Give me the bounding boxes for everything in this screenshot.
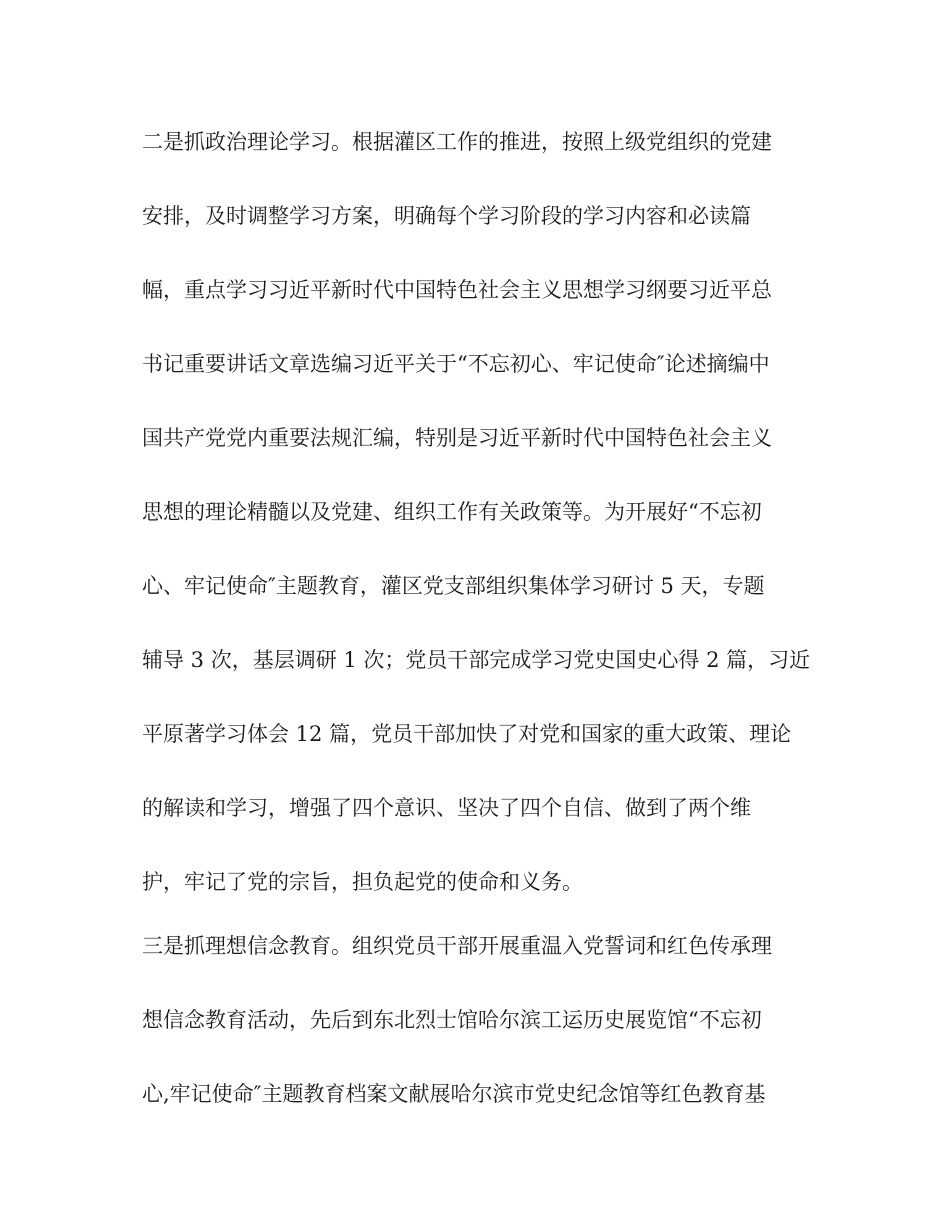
paragraph-2-line-6: 思想的理论精髓以及党建、组织工作有关政策等。为开展好“不忘初 [142,500,762,524]
paragraph-2-line-9: 平原著学习体会 12 篇，党员干部加快了对党和国家的重大政策、理论 [142,722,792,746]
paragraph-2-line-7: 心、牢记使命″主题教育，灌区党支部组织集体学习研讨 5 天，专题 [142,574,765,598]
paragraph-2-line-3: 幅，重点学习习近平新时代中国特色社会主义思想学习纲要习近平总 [142,278,772,302]
paragraph-2-line-1: 二是抓政治理论学习。根据灌区工作的推进，按照上级党组织的党建 [142,130,772,154]
paragraph-2-line-11: 护，牢记了党的宗旨，担负起党的使命和义务。 [142,870,583,894]
paragraph-2-line-5: 国共产党党内重要法规汇编，特别是习近平新时代中国特色社会主义 [142,426,772,450]
paragraph-3-line-2: 想信念教育活动，先后到东北烈士馆哈尔滨工运历史展览馆“不忘初 [142,1008,762,1032]
paragraph-2-line-4: 书记重要讲话文章选编习近平关于“不忘初心、牢记使命″论述摘编中 [142,352,770,376]
paragraph-3-line-3: 心,牢记使命″主题教育档案文献展哈尔滨市党史纪念馆等红色教育基 [142,1082,766,1106]
paragraph-2-line-2: 安排，及时调整学习方案，明确每个学习阶段的学习内容和必读篇 [142,204,751,228]
paragraph-2-line-8: 辅导 3 次，基层调研 1 次；党员干部完成学习党史国史心得 2 篇，习近 [142,648,811,672]
paragraph-3-line-1: 三是抓理想信念教育。组织党员干部开展重温入党誓词和红色传承理 [142,934,772,958]
paragraph-2-line-10: 的解读和学习，增强了四个意识、坚决了四个自信、做到了两个维 [142,796,751,820]
